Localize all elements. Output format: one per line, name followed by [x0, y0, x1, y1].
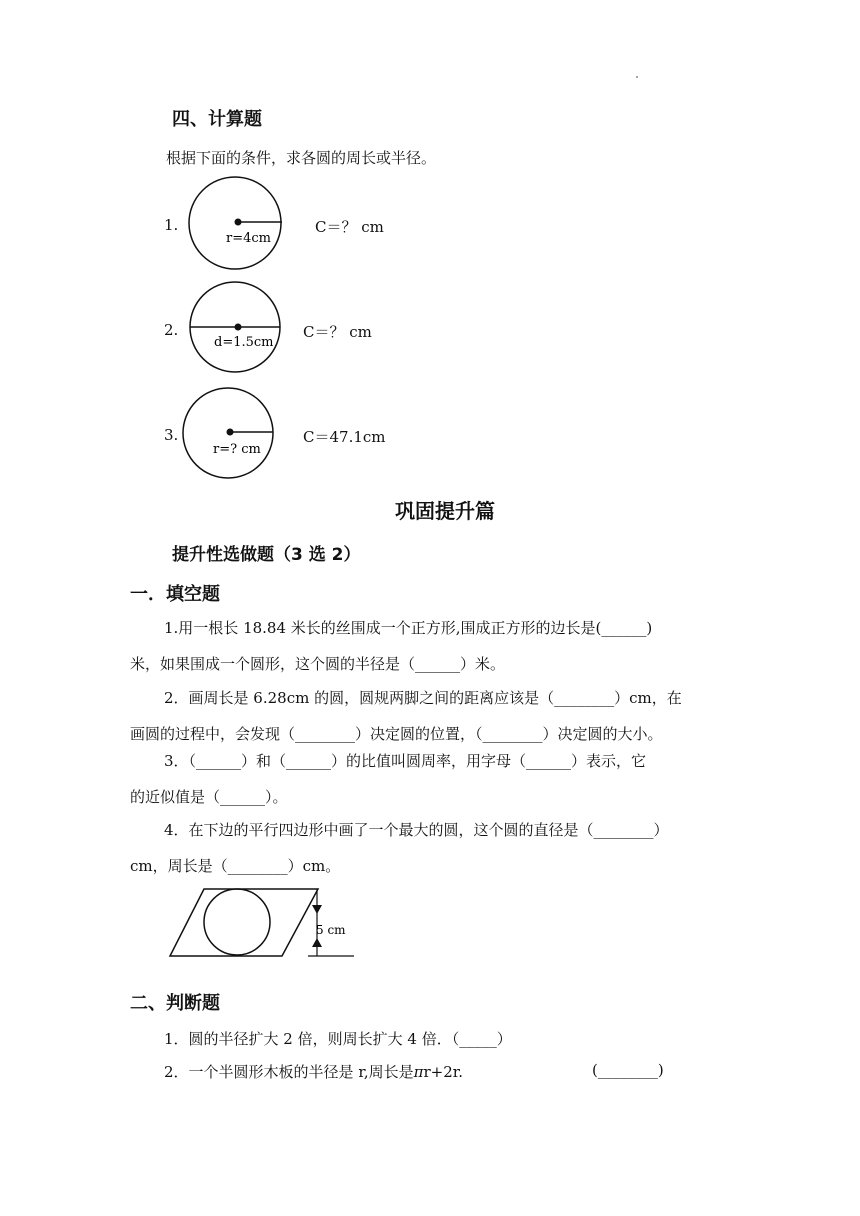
condition-text: C＝47.1cm [303, 428, 386, 446]
question-line: 米，如果围成一个圆形，这个圆的半径是（______）米。 [130, 655, 506, 673]
center-point [235, 324, 242, 331]
fill-question-4 [130, 812, 730, 884]
circle-figure-unknown-radius [180, 386, 280, 482]
question-line: cm，周长是（________）cm。 [130, 857, 341, 875]
judge-question-2 [164, 1061, 463, 1082]
condition-text: C＝？ cm [315, 218, 384, 236]
fill-heading: 一．填空题 [130, 584, 220, 605]
consolidation-subtitle: 提升性选做题（3 选 2） [172, 545, 361, 565]
calc-heading: 四、计算题 [172, 109, 262, 130]
judge-heading: 二、判断题 [130, 993, 220, 1014]
radius-label: r=? cm [213, 442, 261, 457]
parallelogram-outline [170, 889, 318, 956]
circle-figure-diameter [188, 280, 286, 376]
height-label: 5 cm [316, 923, 346, 937]
radius-label: r=4cm [226, 231, 271, 246]
question-line: 1.用一根长 18.84 米长的丝围成一个正方形,围成正方形的边长是(______) [164, 619, 653, 637]
answer-blank: (________) [592, 1061, 664, 1079]
question-line: 的近似值是（______）。 [130, 788, 288, 806]
parallelogram-figure [168, 884, 354, 960]
problem-number: 2. [164, 321, 179, 339]
condition-text: C＝？ cm [303, 323, 372, 341]
fill-question-2 [130, 680, 730, 752]
arrow-up-icon [312, 938, 322, 947]
question-text: 2．一个半圆形木板的半径是 r,周长是 [164, 1063, 414, 1081]
circle-figure-radius [188, 176, 288, 272]
question-line: 画圆的过程中，会发现（________）决定圆的位置，（________）决定圆的大小。 [130, 725, 663, 743]
fill-question-3 [130, 743, 730, 815]
diameter-label: d=1.5cm [214, 335, 274, 350]
problem-number: 1. [164, 216, 179, 234]
pi-symbol: π [413, 1063, 424, 1081]
inscribed-circle [204, 889, 270, 955]
question-line: 3．（______）和（______）的比值叫圆周率，用字母（______）表示，它 [164, 752, 647, 770]
arrow-down-icon [312, 905, 322, 914]
question-tail: r+2r. [423, 1063, 464, 1081]
page-mark [636, 76, 638, 78]
fill-question-1 [130, 610, 730, 682]
judge-question-1: 1．圆的半径扩大 2 倍，则周长扩大 4 倍．（_____） [164, 1030, 512, 1048]
consolidation-title: 巩固提升篇 [395, 499, 495, 523]
calc-instruction: 根据下面的条件，求各圆的周长或半径。 [166, 149, 437, 167]
question-line: 4．在下边的平行四边形中画了一个最大的圆，这个圆的直径是（________） [164, 821, 669, 839]
question-line: 2．画周长是 6.28cm 的圆，圆规两脚之间的距离应该是（________）cm，在 [164, 689, 682, 707]
problem-number: 3. [164, 426, 179, 444]
